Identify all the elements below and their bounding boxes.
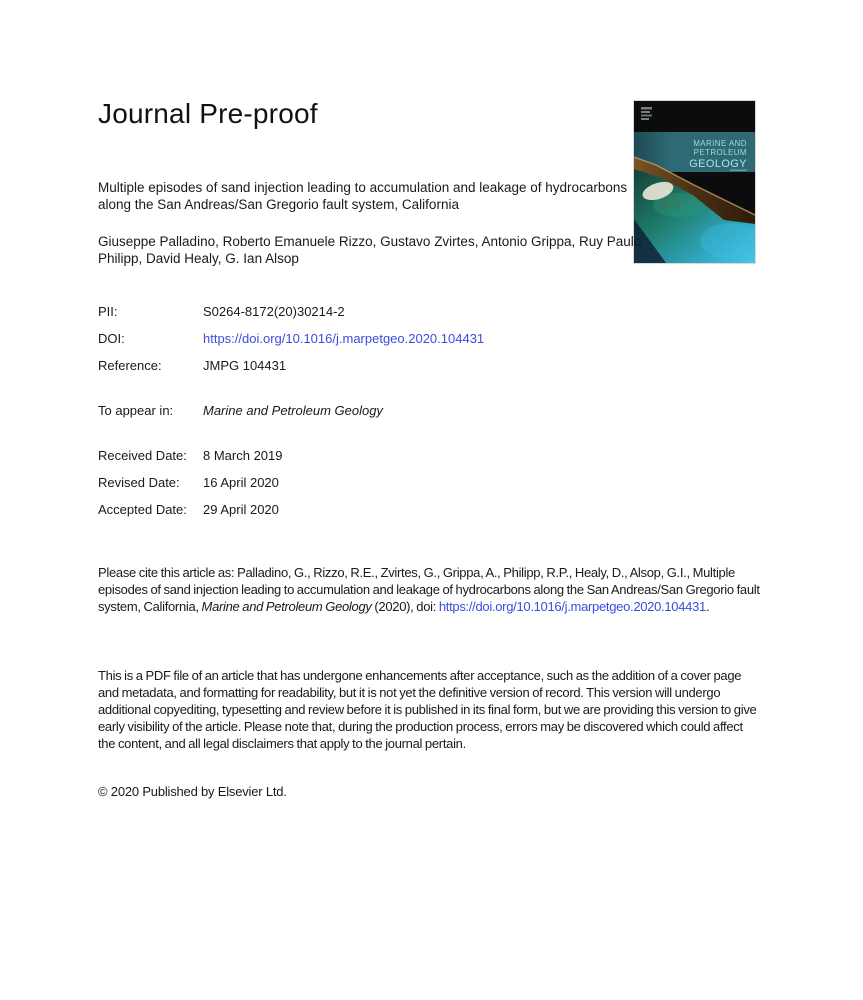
- doi-row: [98, 331, 484, 358]
- citation-paragraph: [98, 564, 762, 615]
- citation-text-suffix: .: [705, 599, 710, 614]
- disclaimer-paragraph: This is a PDF file of an article that has undergone enhancements after acceptance, such as the addition of a cover page and metadata, and formatting for readability, but it is not yet the definitive version of record. This version will undergo additional copyediting, typesetting and review before it is published in its final form, but we are providing this version to give early visibility of the article. Please note that, during the production process, errors may be discovered which could affect the content, and all legal disclaimers that apply to the journal pertain.: [98, 668, 757, 751]
- to-appear-row: [98, 403, 383, 430]
- to-appear-label: To appear in:: [98, 403, 174, 418]
- cover-journal-name-line3: GEOLOGY: [689, 158, 747, 170]
- reference-row: [98, 358, 484, 385]
- accepted-date-row: [98, 502, 283, 529]
- to-appear-journal: Marine and Petroleum Geology: [203, 403, 383, 418]
- pii-row: [98, 304, 484, 331]
- reference-value: JMPG 104431: [203, 358, 287, 373]
- identifier-block: [98, 304, 484, 385]
- pii-value: S0264-8172(20)30214-2: [203, 304, 345, 319]
- doi-label: DOI:: [98, 331, 125, 346]
- journal-cover-art: [634, 101, 755, 263]
- accepted-date-value: 29 April 2020: [203, 502, 279, 517]
- pii-label: PII:: [98, 304, 118, 319]
- reference-label: Reference:: [98, 358, 162, 373]
- doi-link[interactable]: https://doi.org/10.1016/j.marpetgeo.2020.104431: [203, 331, 485, 346]
- article-authors: Giuseppe Palladino, Roberto Emanuele Rizzo, Gustavo Zvirtes, Antonio Grippa, Ruy Paulo Philipp, David Healy, G. Ian Alsop: [98, 234, 642, 266]
- cover-journal-name-line1: MARINE AND: [693, 139, 747, 148]
- revised-date-label: Revised Date:: [98, 475, 180, 490]
- received-date-row: [98, 448, 283, 475]
- revised-date-value: 16 April 2020: [203, 475, 279, 490]
- cover-volume-text-mark: [730, 170, 747, 171]
- revised-date-row: [98, 475, 283, 502]
- received-date-value: 8 March 2019: [203, 448, 283, 463]
- dates-block: [98, 448, 283, 529]
- cover-journal-name-line2: PETROLEUM: [693, 148, 747, 157]
- citation-journal-name: Marine and Petroleum Geology: [201, 599, 372, 614]
- to-appear-block: [98, 403, 383, 430]
- citation-text-prefix: Please cite this article as: Palladino, G., Rizzo, R.E., Zvirtes, G., Grippa, A., Philipp, R.P., Healy, D., Alsop, G.I., Multiple episodes of sand injection leading to accumulation and leakage of hydrocarbons along the San Andreas/San Gregorio fault system, California,: [98, 565, 760, 614]
- received-date-label: Received Date:: [98, 448, 187, 463]
- citation-text-middle: (2020), doi:: [371, 599, 439, 614]
- page-title: Journal Pre-proof: [98, 98, 318, 129]
- journal-cover-thumbnail: [634, 101, 755, 263]
- copyright-notice: © 2020 Published by Elsevier Ltd.: [98, 784, 287, 799]
- citation-doi-link[interactable]: https://doi.org/10.1016/j.marpetgeo.2020.104431: [438, 599, 706, 614]
- article-title: Multiple episodes of sand injection leading to accumulation and leakage of hydrocarbons along the San Andreas/San Gregorio fault system, California: [98, 180, 628, 212]
- accepted-date-label: Accepted Date:: [98, 502, 187, 517]
